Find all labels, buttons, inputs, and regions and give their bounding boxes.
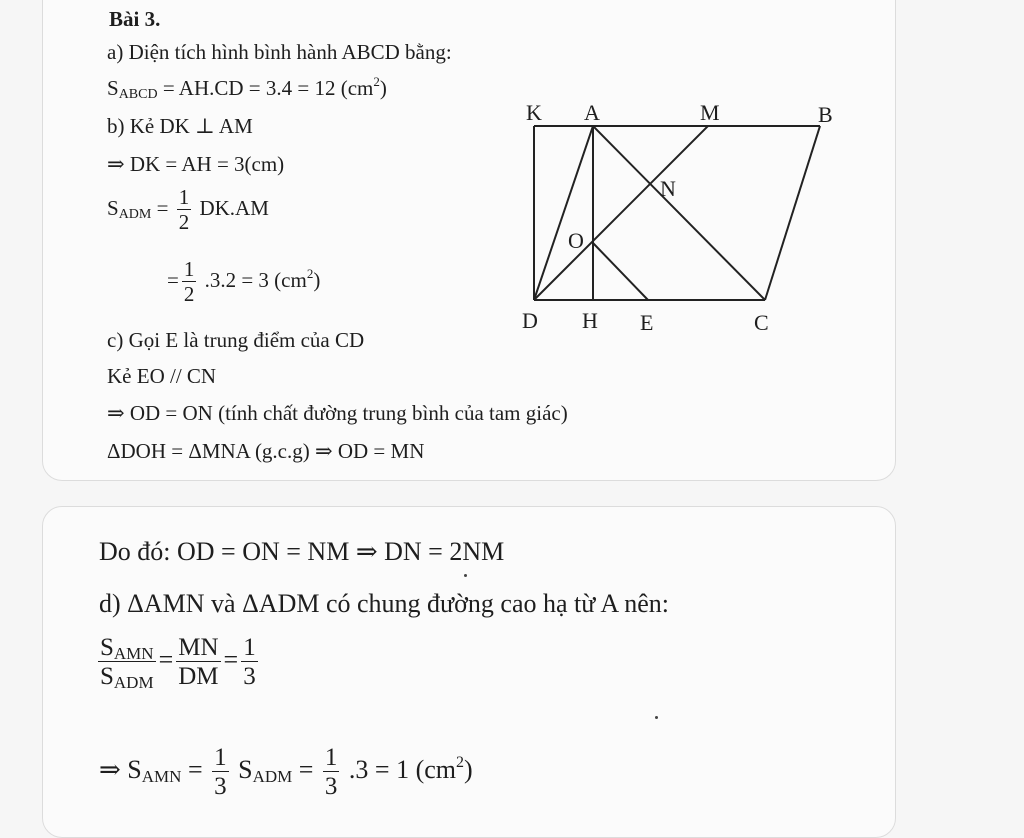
part-c-line3: ⇒ OD = ON (tính chất đường trung bình của tam giác) (107, 401, 568, 425)
fraction-one-third: $\frac{1}{3}$ (243, 634, 256, 690)
fraction-mn-dm: $\frac{MN}{DM}$ (178, 634, 219, 690)
speck (655, 716, 658, 719)
speck (464, 574, 467, 577)
part-a-heading: a) Diện tích hình bình hành ABCD bằng: (107, 40, 452, 64)
solution-card-bottom (42, 506, 896, 838)
fraction-one-third: $\frac{1}{3}$ (324, 744, 338, 800)
part-b-area-formula: $S_{ADM}$ = $\frac{1}{2}$ DK.AM (107, 185, 269, 234)
part-c-line2: Kẻ EO // CN (107, 364, 217, 388)
part-c-heading: c) Gọi E là trung điểm của CD (107, 328, 365, 352)
label-E: E (640, 310, 654, 335)
line-BC (765, 126, 820, 300)
parallelogram-figure (510, 96, 840, 346)
conclusion-line: Do đó: OD = ON = NM ⇒ DN = 2NM (99, 537, 505, 566)
label-A: A (584, 100, 600, 125)
label-H: H (582, 308, 598, 333)
line-OE (593, 243, 648, 300)
part-b-line2: ⇒ DK = AH = 3(cm) (107, 152, 285, 176)
fraction-one-third: $\frac{1}{3}$ (214, 744, 227, 800)
label-K: K (526, 100, 542, 125)
label-B: B (818, 102, 833, 127)
part-a-formula: $S_{ABCD} = AH.CD = 3.4 = 12$ $(cm^2)$ (107, 74, 387, 102)
part-b-heading: b) Kẻ DK ⊥ AM (107, 114, 253, 138)
part-d-heading: d) ΔAMN và ΔADM có chung đường cao hạ từ A nên: (99, 589, 670, 618)
label-M: M (700, 100, 720, 125)
line-AD (534, 126, 593, 300)
fraction-one-half: $\frac{1}{2}$ (178, 185, 190, 234)
part-c-line4: ΔDOH = ΔMNA (g.c.g) ⇒ OD = MN (107, 439, 425, 463)
fraction-one-half: $\frac{1}{2}$ (183, 257, 195, 306)
label-N: N (660, 176, 676, 201)
area-ratio-formula: $\frac{S_{AMN}}{S_{ADM}}$ = $\frac{MN}{DM}$ = $\frac{1}{3}$ (100, 634, 256, 692)
label-C: C (754, 310, 769, 335)
label-D: D (522, 308, 538, 333)
label-O: O (568, 228, 584, 253)
fraction-area-ratio: $\frac{S_{AMN}}{S_{ADM}}$ (100, 634, 154, 692)
exercise-title: Bài 3. (109, 7, 161, 31)
final-area-result: ⇒ $S_{AMN}$ = $\frac{1}{3}$ $S_{ADM}$ = $\frac{1}{3}$ .3 = 1 $(cm^2)$ (99, 744, 473, 800)
line-DM (534, 126, 708, 300)
line-AC (593, 126, 765, 300)
part-b-area-result: = $\frac{1}{2}$ .3.2 = 3 $(cm^2)$ (167, 257, 321, 306)
